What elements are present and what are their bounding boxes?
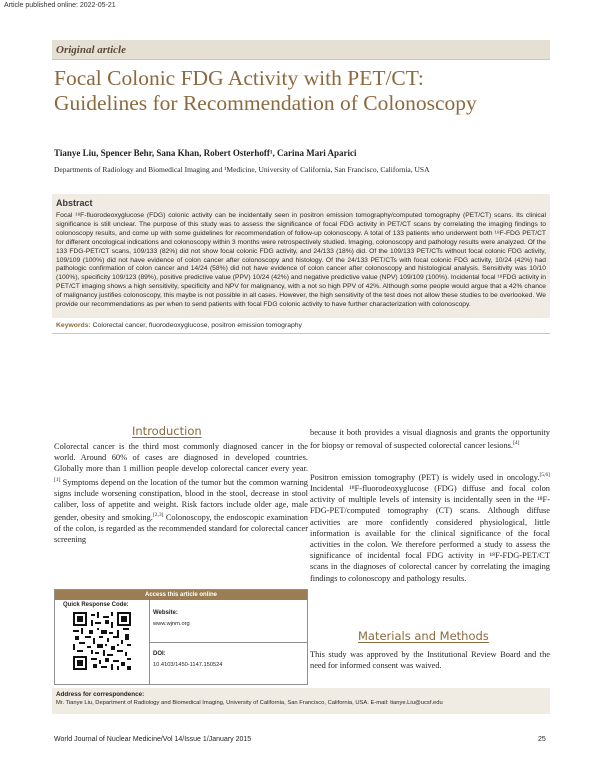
keywords-divider <box>52 333 550 334</box>
doi-label: DOI: <box>153 651 166 657</box>
author-list: Tianye Liu, Spencer Behr, Sana Khan, Robert Osterhoff¹, Carina Mari Aparici <box>54 148 357 158</box>
published-note: Article published online: 2022-05-21 <box>4 2 116 9</box>
ref-link-1[interactable]: [1] <box>54 476 61 483</box>
methods-heading: Materials and Methods <box>358 629 489 643</box>
page-number: 25 <box>538 736 546 743</box>
intro-text-b: Symptoms depend on the location of the tumor but the common warning signs include worsening constipation, blood in the stool, decrease in stool caliber, loss of appetite and weight. Risk factors include older age, male gender, obesity and smoking. <box>54 477 308 522</box>
affiliation: Departments of Radiology and Biomedical Imaging and ¹Medicine, University of California, San Francisco, California, USA <box>54 165 430 174</box>
qr-code-icon[interactable] <box>73 612 131 670</box>
ref-link-3[interactable]: [4] <box>513 440 520 447</box>
introduction-paragraph-1 <box>54 441 308 545</box>
title-line-1: Focal Colonic FDG Activity with PET/CT: <box>54 66 424 90</box>
abstract-text: Focal ¹⁸F-fluorodeoxyglucose (FDG) colonic activity can be incidentally seen in positron emission tomography/computed tomography (PET/CT) scans. Its clinical significance is still unclear. The purpose of this study was to assess the significance of focal FDG activity in PET/CT scans by correlating the imaging findings to colonoscopy results, and come up with some guidelines for recommendation of follow-up colonoscopy. A total of 133 patients who underwent both ¹⁸F-FDG PET/CT for different oncological indications and colonoscopy within 3 months were retrospectively studied. Imaging, colonoscopy and pathology results were analyzed. Of the 133 FDG-PET/CT scans, 109/133 (82%) did not show focal colonic FDG activity, and 24/133 (18%) did. Of the 109/133 PET/CTs without focal colonic FDG activity, 109/109 (100%) did not have evidence of colon cancer after colonoscopy and histology. Of the 24/133 PET/CTs with focal colonic FDG activity, 10/24 (42%) had pathologic confirmation of colon cancer and 14/24 (58%) did not have evidence of colon cancer after colonoscopy and histological analysis. Sensitivity was 10/10 (100%), specificity 109/123 (89%), positive predictive value (PPV) 10/24 (42%) and negative predictive value (NPV) 109/109 (100%). Incidental focal ¹⁸FDG activity in PET/CT imaging shows a high sensitivity, specificity and NPV for malignancy, with a not so high PPV of 42%. Although some people would argue that a 42% chance of malignancy justifies colonoscopy, this maybe is not possible in all cases. However, the high sensitivity of the test does not allow these studies to be overlooked. We provide our recommendations as per when to send patients with focal FDG colonic activity to have further characterization with colonoscopy. <box>56 212 546 309</box>
keywords-text: Colorectal cancer, fluorodeoxyglucose, positron emission tomography <box>90 322 302 329</box>
access-box-row-divider <box>150 642 307 643</box>
intro2-text-a: Positron emission tomography (PET) is widely used in oncology. <box>310 472 540 482</box>
introduction-paragraph-2 <box>310 470 550 584</box>
intro-text-c: Colonoscopy, the endoscopic examination of the colon, is regarded as the recommended standard for colorectal cancer screening <box>54 512 308 545</box>
website-link[interactable]: www.wjnm.org <box>153 621 190 627</box>
ref-link-2[interactable]: [2,3] <box>152 512 164 519</box>
introduction-heading: Introduction <box>132 424 202 438</box>
section-label-bar <box>52 40 550 60</box>
access-box-title: Access this article online <box>55 590 307 600</box>
intro2-text-b: Incidental ¹⁸F-fluorodeoxyglucose (FDG) diffuse and focal colon activity of multiple levels of intensity is incidentally seen in the ¹⁸F-FDG-PET/computed tomography (CT) scans. Although diffuse activities are more confidently considered physiological, little information is available for the clinical significance of the focal activities in the colon. We therefore performed a study to assess the significance of incidental focal FDG activity in ¹⁸F-FDG-PET/CT scans in the diagnoses of colorectal cancer by correlating the imaging findings to colonoscopy and pathology results. <box>310 484 550 583</box>
journal-footer: World Journal of Nuclear Medicine/Vol 14/Issue 1/January 2015 <box>54 736 252 743</box>
section-label: Original article <box>56 44 126 56</box>
ref-link-4[interactable]: [5,6] <box>539 472 550 478</box>
doi-link[interactable]: 10.4103/1450-1147.150524 <box>153 662 223 668</box>
qr-code-label: Quick Response Code: <box>63 602 129 608</box>
intro-text-a: Colorectal cancer is the third most commonly diagnosed cancer in the world. Around 60% of cases are diagnosed in developed countries. Globally more than 1 million people develop colorectal cancer every year. <box>54 442 308 474</box>
correspondence-text: Mr. Tianye Liu, Department of Radiology and Biomedical Imaging, University of California, San Francisco, California, USA. E-mail: tianye.Liu@ucsf.edu <box>56 700 443 706</box>
access-article-box <box>54 589 308 685</box>
abstract-heading: Abstract <box>56 198 93 208</box>
keywords-label: Keywords: <box>56 322 91 329</box>
introduction-paragraph-1-continued <box>310 427 550 451</box>
title-line-2: Guidelines for Recommendation of Colonoscopy <box>54 91 477 115</box>
website-label: Website: <box>153 610 178 616</box>
intro-text-cont: because it both provides a visual diagnosis and grants the opportunity for biopsy or removal of suspected colorectal cancer lesions. <box>310 428 550 450</box>
methods-paragraph-1: This study was approved by the Institutional Review Board and the need for informed consent was waived. <box>310 650 550 671</box>
keywords <box>56 322 546 329</box>
correspondence-heading: Address for correspondence: <box>56 691 145 698</box>
article-title <box>54 66 546 116</box>
